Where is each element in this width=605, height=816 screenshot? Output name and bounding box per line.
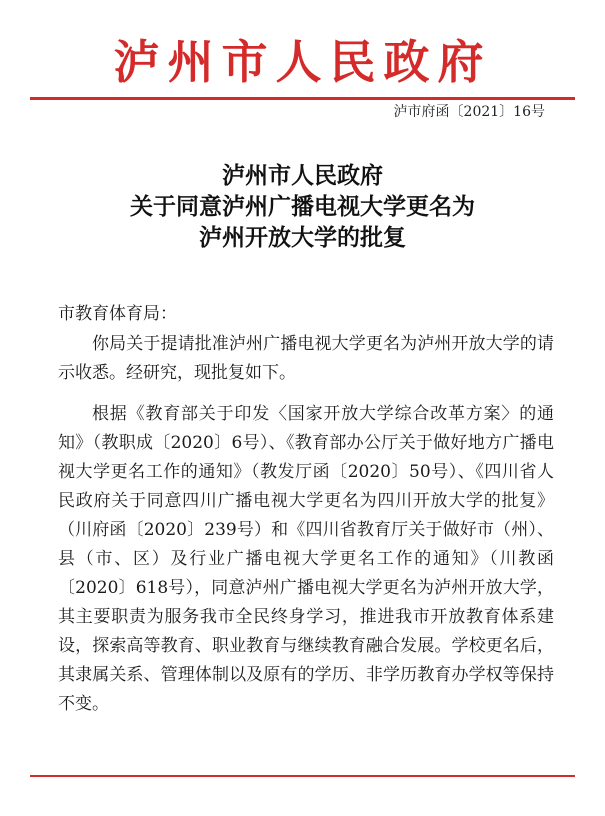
- salutation: 市教育体育局：: [58, 304, 177, 324]
- body-paragraph: 根据《教育部关于印发〈国家开放大学综合改革方案〉的通知》（教职成〔2020〕6号）、《教育部办公厅关于做好地方广播电视大学更名工作的通知》（教发厅函〔2020〕50号）、《四川省人民政府关于同意四川广播电视大学更名为四川开放大学的批复》（川府函〔2020〕239号）和《四川省教育厅关于做好市（州）、县（市、区）及行业广播电视大学更名工作的通知》（川教函〔2020〕618号），同意泸州广播电视大学更名为泸州开放大学，其主要职责为服务我市全民终身学习，推进我市开放教育体系建设，探索高等教育、职业教育与继续教育融合发展。学校更名后，其隶属关系、管理体制以及原有的学历、非学历教育办学权等保持不变。: [58, 404, 554, 714]
- footer-red-rule: [30, 775, 575, 777]
- body-paragraph: 你局关于提请批准泸州广播电视大学更名为泸州开放大学的请示收悉。经研究，现批复如下。: [58, 334, 554, 383]
- title-line: 泸州开放大学的批复: [199, 224, 406, 251]
- header-red-rule: [30, 97, 575, 100]
- title-line: 关于同意泸州广播电视大学更名为: [130, 193, 475, 220]
- issuer-header-title: 泸州市人民政府: [113, 35, 492, 89]
- title-line: 泸州市人民政府: [222, 162, 383, 189]
- document-number: 泸市府函〔2021〕16号: [393, 104, 545, 120]
- document-title: [0, 160, 605, 253]
